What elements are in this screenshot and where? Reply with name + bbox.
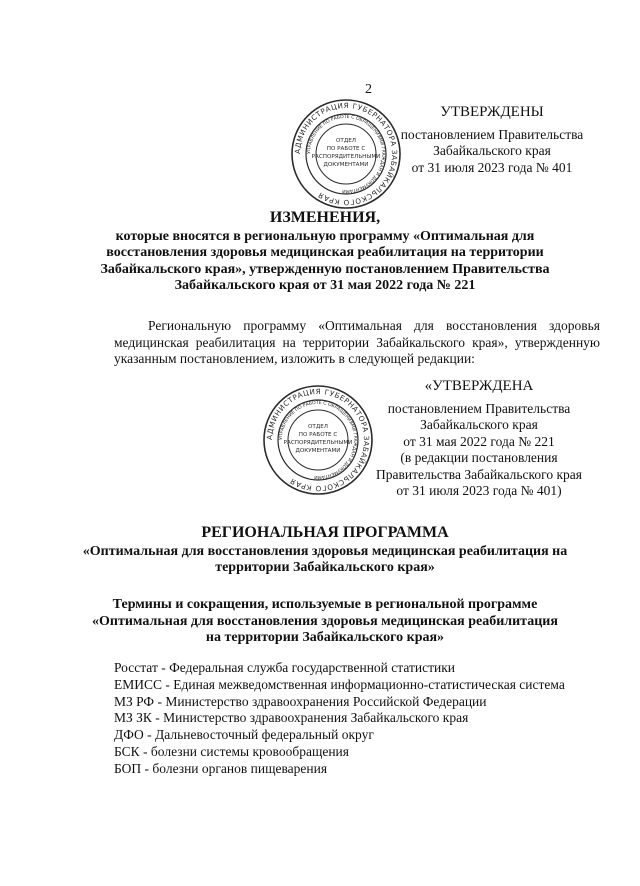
approval-line: Правительства Забайкальского края — [376, 466, 582, 482]
page-number: 2 — [365, 82, 372, 97]
program-line: территории Забайкальского края» — [215, 560, 435, 575]
list-item: БОП - болезни органов пищеварения — [114, 760, 328, 776]
changes-line: восстановления здоровья медицинская реабилитация на территории — [106, 245, 544, 260]
intro-text: Региональную программу «Оптимальная для восстановления здоровья медицинская реабилитация на территории Забайкальского края», утвержденную указанным постановлением, изложить в следующей редакции: — [114, 318, 600, 366]
stamp-inner-ring-text: УПРАВЛЕНИЕ ПО РАБОТЕ С ОБРАЩЕНИЯМИ ГРАЖДАН И ДОКУМЕНТАМИ — [278, 400, 358, 480]
stamp-inner-ring-text: УПРАВЛЕНИЕ ПО РАБОТЕ С ОБРАЩЕНИЯМИ ГРАЖДАН И ДОКУМЕНТАМИ — [306, 114, 386, 194]
approval-line: Забайкальского края — [433, 143, 551, 158]
terms-heading — [60, 597, 590, 647]
approval-heading: УТВЕРЖДЕНЫ — [440, 104, 544, 120]
changes-title — [60, 210, 590, 295]
changes-line: которые вносятся в региональную программу «Оптимальная для — [115, 228, 535, 244]
list-item: ЕМИСС - Единая межведомственная информационно-статистическая система — [114, 676, 565, 692]
approval-line: (в редакции постановления — [400, 450, 558, 465]
terms-heading-line: Термины и сокращения, используемые в региональной программе — [112, 597, 538, 612]
stamp-center-line: РАСПОРЯДИТЕЛЬНЫМИ — [311, 154, 381, 160]
approval-line: постановлением Правительства — [400, 126, 584, 142]
approval-heading: «УТВЕРЖДЕНА — [424, 378, 534, 394]
stamp-center-line: ДОКУМЕНТАМИ — [323, 162, 369, 168]
approval-line: от 31 мая 2022 года № 221 — [403, 433, 555, 449]
stamp-center-line: ПО РАБОТЕ С — [326, 146, 366, 152]
stamp-center-line: РАСПОРЯДИТЕЛЬНЫМИ — [283, 440, 353, 446]
stamp-center-line: ОТДЕЛ — [308, 424, 328, 430]
stamp-center-line: ОТДЕЛ — [336, 138, 356, 144]
approval-line: от 31 июля 2023 года № 401 — [411, 159, 573, 175]
approval-block-inner — [344, 378, 614, 500]
changes-heading: ИЗМЕНЕНИЯ, — [269, 209, 381, 226]
intro-paragraph — [114, 318, 600, 368]
list-item: МЗ РФ - Министерство здравоохранения Российской Федерации — [114, 693, 487, 709]
program-title — [60, 525, 590, 577]
list-item: БСК - болезни системы кровообращения — [114, 743, 349, 759]
approval-line: Забайкальского края — [420, 417, 538, 432]
stamp-center-line: ПО РАБОТЕ С — [298, 432, 338, 438]
changes-line: Забайкальского края», утвержденную постановлением Правительства — [100, 261, 550, 277]
list-item: ДФО - Дальневосточный федеральный округ — [114, 727, 374, 743]
stamp-center-line: ДОКУМЕНТАМИ — [295, 448, 341, 454]
terms-heading-line: «Оптимальная для восстановления здоровья медицинская реабилитация — [92, 613, 558, 629]
approval-line: постановлением Правительства — [387, 400, 571, 416]
approval-line: от 31 июля 2023 года № 401) — [396, 483, 562, 498]
program-heading: РЕГИОНАЛЬНАЯ ПРОГРАММА — [201, 524, 449, 541]
program-line: «Оптимальная для восстановления здоровья медицинская реабилитация на — [82, 543, 568, 559]
stamp-ring-text: АДМИНИСТРАЦИЯ ГУБЕРНАТОРА ЗАБАЙКАЛЬСКОГО КРАЯ — [292, 100, 400, 208]
terms-heading-line: на территории Забайкальского края» — [205, 630, 445, 645]
list-item: МЗ ЗК - Министерство здравоохранения Забайкальского края — [114, 710, 469, 726]
stamp-ring-text: АДМИНИСТРАЦИЯ ГУБЕРНАТОРА ЗАБАЙКАЛЬСКОГО КРАЯ — [264, 386, 372, 494]
terms-list — [114, 660, 565, 778]
list-item: Росстат - Федеральная служба государственной статистики — [114, 660, 455, 675]
changes-line: Забайкальского края от 31 мая 2022 года № 221 — [174, 278, 476, 293]
approval-block-top — [372, 104, 612, 176]
